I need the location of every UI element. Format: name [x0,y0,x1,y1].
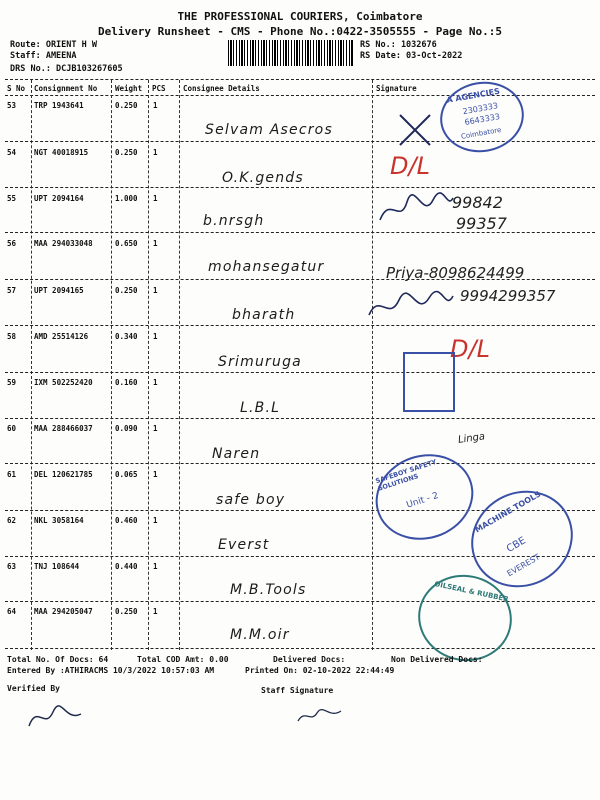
row-consignment: MAA 288466037 [34,424,93,433]
row-weight: 0.250 [115,607,138,616]
runsheet-subtitle: Delivery Runsheet - CMS - Phone No.:0422-3505555 - Page No.:5 [98,25,502,38]
row-pcs: 1 [153,148,158,157]
signature-scribble [375,190,455,230]
header-top-line [5,79,595,80]
row-sno: 64 [7,607,17,616]
stamp-number: 2303333 [462,101,499,117]
row-consignee: safe boy [216,492,286,508]
staff: Staff: AMEENA [10,51,77,61]
total-docs: Total No. Of Docs: 64 [7,655,109,664]
row-consignment: AMD 25514126 [34,332,89,341]
square-stamp [403,352,455,412]
row-pcs: 1 [153,562,158,571]
row-consignment: NGT 40018915 [34,148,89,157]
row-consignee: b.nrsgh [203,213,265,229]
stamp-text: MACHINE TOOLS [473,489,543,535]
row-weight: 0.340 [115,332,138,341]
row-weight: 0.250 [115,101,138,110]
row-consignee: Selvam Asecros [205,122,333,138]
route: Route: ORIENT H W [10,40,97,50]
stamp-text: SAFEBOY SAFETY SOLUTIONS [374,457,438,493]
row-sno: 59 [7,378,17,387]
row-consignment: DEL 120621785 [34,470,93,479]
row-divider [5,372,595,373]
stamp-city: Coimbatore [460,125,502,141]
row-consignment: TRP 1943641 [34,101,84,110]
row-sno: 61 [7,470,17,479]
agency-stamp [435,75,530,159]
printed-on: Printed On: 02-10-2022 22:44:49 [245,666,395,675]
stamp-text: CBE [504,535,528,555]
row-consignment: MAA 294205047 [34,607,93,616]
verified-by-label: Verified By [7,684,60,693]
safety-stamp [364,442,484,552]
row-consignee: M.B.Tools [230,582,307,598]
row-consignment: NKL 3058164 [34,516,84,525]
row-divider [5,187,595,188]
delivered-mark: D/L [390,152,430,180]
row-weight: 0.160 [115,378,138,387]
col-sep [372,80,373,650]
row-consignment: IXM 502252420 [34,378,93,387]
row-divider [5,648,595,649]
stamp-number: 6643333 [463,111,501,128]
phone-note: 9994299357 [460,287,556,305]
row-pcs: 1 [153,194,158,203]
row-pcs: 1 [153,286,158,295]
row-weight: 0.090 [115,424,138,433]
col-sno: S No [7,84,26,93]
stamp-text: Unit - 2 [405,490,440,511]
phone-note: 99842 [452,193,503,212]
linga-note: Linga [457,431,486,446]
row-pcs: 1 [153,378,158,387]
signature-scribble [395,110,435,150]
barcode [228,40,354,66]
row-divider [5,418,595,419]
delivered-mark: D/L [450,335,490,363]
row-consignment: UPT 2094165 [34,286,84,295]
phone-note: 99357 [456,214,507,233]
row-consignee: M.M.oir [230,627,290,643]
non-delivered-docs: Non Delivered Docs: [391,655,483,664]
row-sno: 55 [7,194,17,203]
row-consignee: Everst [218,537,270,553]
row-consignee: O.K.gends [222,170,304,186]
row-pcs: 1 [153,332,158,341]
row-weight: 0.250 [115,148,138,157]
col-sep [148,80,149,650]
delivered-docs: Delivered Docs: [273,655,346,664]
col-consignment: Consignment No [34,84,98,93]
row-pcs: 1 [153,239,158,248]
drs-number: DRS No.: DCJB103267605 [10,64,123,74]
row-consignee: Naren [212,446,261,462]
row-consignment: MAA 294033048 [34,239,93,248]
col-sep [31,80,32,650]
total-cod: Total COD Amt: 0.00 [137,655,229,664]
row-consignee: Srimuruga [218,354,302,370]
row-sno: 53 [7,101,17,110]
row-pcs: 1 [153,607,158,616]
col-sep [111,80,112,650]
company-title: THE PROFESSIONAL COURIERS, Coimbatore [177,10,423,23]
signature-scribble [365,290,455,325]
row-weight: 0.650 [115,239,138,248]
row-sno: 63 [7,562,17,571]
row-pcs: 1 [153,101,158,110]
row-weight: 0.065 [115,470,138,479]
row-consignment: TNJ 108644 [34,562,80,571]
row-weight: 0.460 [115,516,138,525]
col-weight: Weight [115,84,143,93]
row-sno: 56 [7,239,17,248]
row-sno: 54 [7,148,17,157]
col-sep [179,80,180,650]
entered-by: Entered By :ATHIRACMS 10/3/2022 10:57:03 AM [7,666,215,675]
row-divider [5,325,595,326]
rs-date: RS Date: 03-Oct-2022 [360,51,463,61]
rs-number: RS No.: 1032676 [360,40,437,50]
row-sno: 58 [7,332,17,341]
row-divider [5,463,595,464]
row-consignee: L.B.L [240,400,281,416]
row-pcs: 1 [153,516,158,525]
row-sno: 62 [7,516,17,525]
col-signature: Signature [376,84,417,93]
row-weight: 0.250 [115,286,138,295]
col-consignee: Consignee Details [183,84,260,93]
verifier-signature [25,700,85,732]
row-sno: 57 [7,286,17,295]
staff-signature-label: Staff Signature [261,686,334,695]
stamp-text: EVEREST [505,552,542,579]
stamp-text: OILSEAL & RUBBER [433,579,510,604]
col-pcs: PCS [152,84,166,93]
row-consignee: mohansegatur [208,259,325,275]
row-consignee: bharath [232,307,296,323]
row-consignment: UPT 2094164 [34,194,84,203]
stamp-name: A AGENCIES [445,86,501,105]
row-sno: 60 [7,424,17,433]
row-pcs: 1 [153,470,158,479]
row-weight: 1.000 [115,194,138,203]
staff-signature [295,703,345,727]
row-weight: 0.440 [115,562,138,571]
priya-note: Priya-8098624499 [386,264,525,282]
row-pcs: 1 [153,424,158,433]
